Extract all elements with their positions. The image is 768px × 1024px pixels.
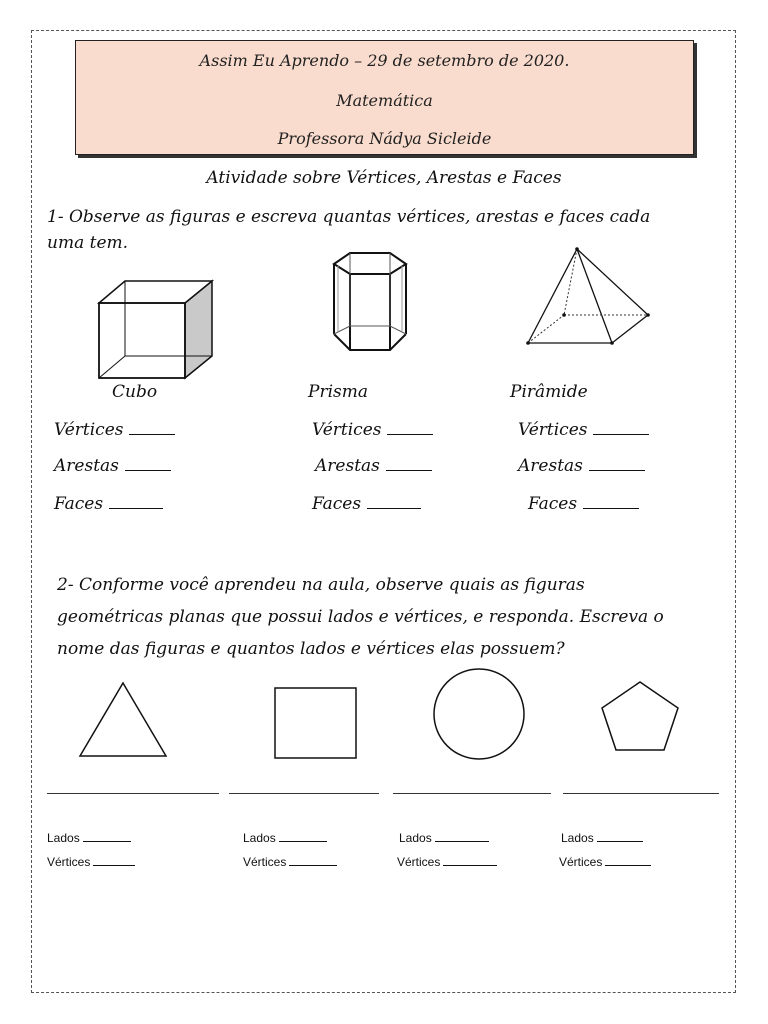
pentagon-icon: [600, 680, 680, 752]
prism-vertices-field[interactable]: Vértices: [312, 420, 433, 440]
circle-icon: [431, 667, 527, 763]
cube-vertices-field[interactable]: Vértices: [54, 420, 175, 440]
prism-icon: [328, 250, 412, 354]
question-2-text-line2: geométricas planas que possui lados e vértices, e responda. Escreva o: [57, 607, 664, 627]
header-box: [75, 40, 694, 155]
question-1-text-line2: uma tem.: [47, 233, 129, 253]
circle-vertices-field[interactable]: Vértices: [397, 855, 497, 869]
circle-name-line[interactable]: [393, 793, 551, 794]
pentagon-name-line[interactable]: [563, 793, 719, 794]
pyramid-arestas-field[interactable]: Arestas: [518, 456, 645, 476]
square-icon: [274, 687, 358, 759]
cube-label: Cubo: [112, 382, 158, 402]
square-name-line[interactable]: [229, 793, 379, 794]
triangle-name-line[interactable]: [47, 793, 219, 794]
triangle-lados-field[interactable]: Lados: [47, 831, 131, 845]
pentagon-lados-field[interactable]: Lados: [561, 831, 643, 845]
question-2-text-line3: nome das figuras e quantos lados e vértices elas possuem?: [57, 639, 565, 659]
prism-label: Prisma: [308, 382, 368, 402]
pentagon-vertices-field[interactable]: Vértices: [559, 855, 651, 869]
triangle-vertices-field[interactable]: Vértices: [47, 855, 135, 869]
square-lados-field[interactable]: Lados: [243, 831, 327, 845]
question-2-text-line1: 2- Conforme você aprendeu na aula, observe quais as figuras: [57, 575, 585, 595]
pyramid-label: Pirâmide: [510, 382, 588, 402]
triangle-icon: [78, 680, 168, 760]
cube-icon: [95, 278, 217, 382]
circle-lados-field[interactable]: Lados: [399, 831, 489, 845]
activity-title: Atividade sobre Vértices, Arestas e Faces: [206, 168, 562, 188]
header-teacher: Professora Nádya Sicleide: [277, 129, 492, 148]
cube-arestas-field[interactable]: Arestas: [54, 456, 171, 476]
question-1-text-line1: 1- Observe as figuras e escreva quantas vértices, arestas e faces cada: [47, 207, 651, 227]
header-subject: Matemática: [336, 91, 433, 110]
prism-faces-field[interactable]: Faces: [312, 494, 421, 514]
pyramid-faces-field[interactable]: Faces: [528, 494, 639, 514]
header-title: Assim Eu Aprendo – 29 de setembro de 2020.: [199, 51, 570, 70]
prism-arestas-field[interactable]: Arestas: [315, 456, 432, 476]
pyramid-vertices-field[interactable]: Vértices: [518, 420, 649, 440]
cube-faces-field[interactable]: Faces: [54, 494, 163, 514]
square-vertices-field[interactable]: Vértices: [243, 855, 337, 869]
pyramid-icon: [520, 245, 655, 350]
